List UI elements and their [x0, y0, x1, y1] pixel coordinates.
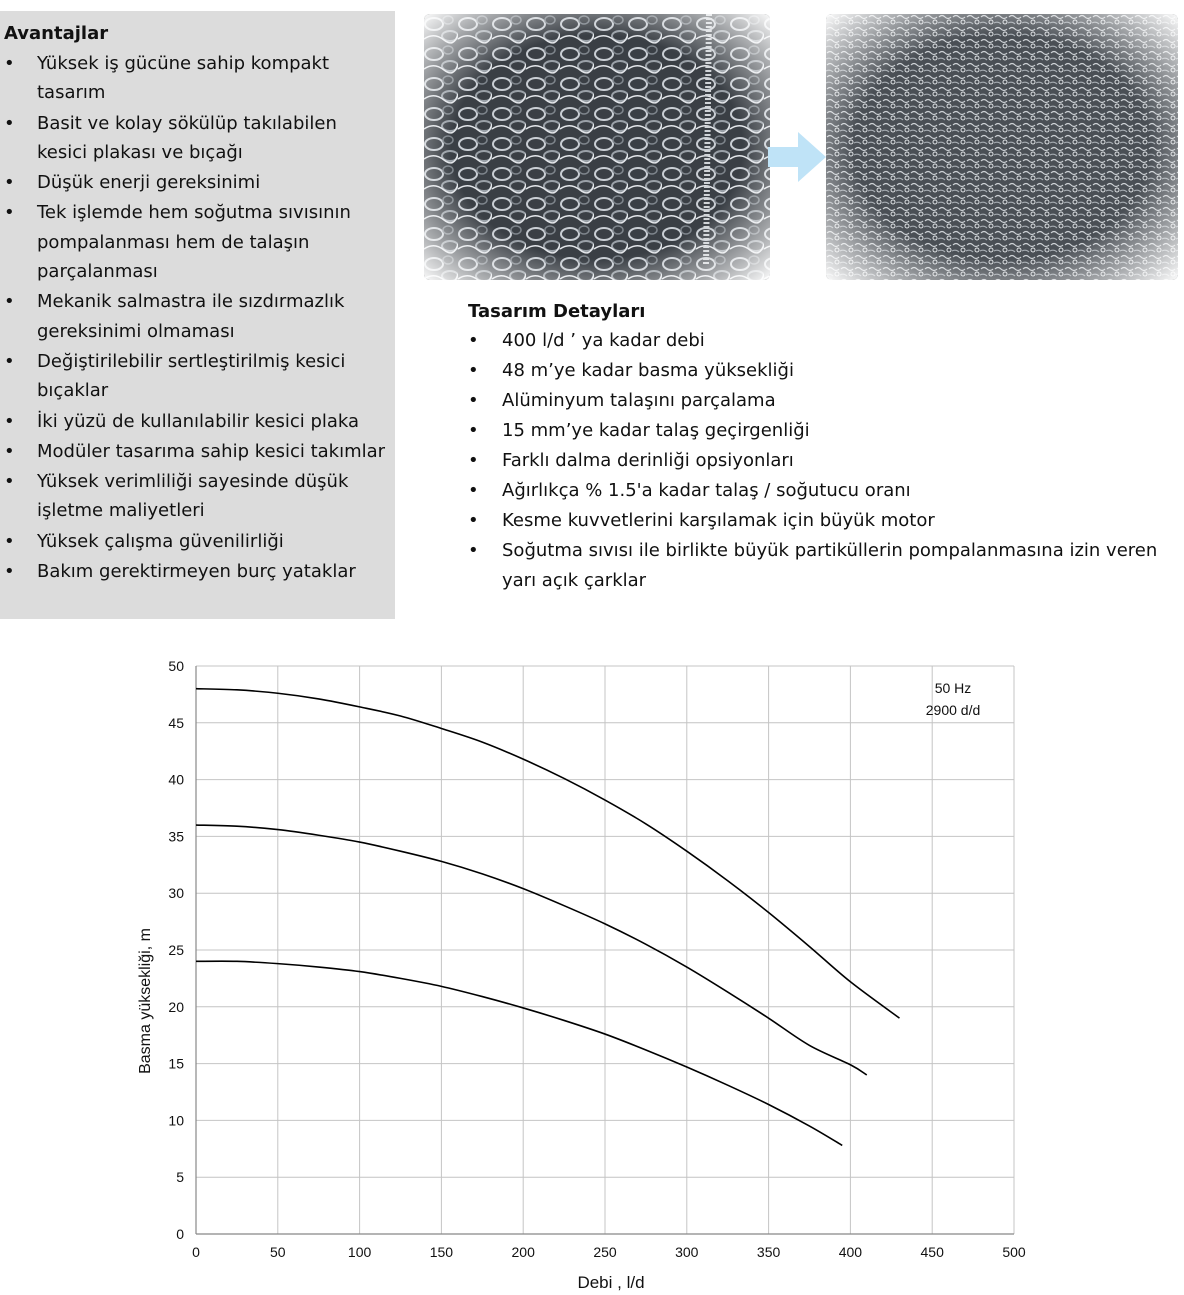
list-item: • Mekanik salmastra ile sızdırmazlık gereksinimi olmaması	[4, 287, 389, 346]
x-tick-label: 200	[511, 1244, 535, 1260]
list-item: • Tek işlemde hem soğutma sıvısının pompalanması hem de talaşın parçalanması	[4, 198, 389, 286]
list-item: • Kesme kuvvetlerini karşılamak için büyük motor	[468, 506, 1178, 536]
list-item: • Bakım gerektirmeyen burç yataklar	[4, 557, 389, 586]
design-details-title: Tasarım Detayları	[468, 301, 646, 322]
x-tick-label: 150	[429, 1244, 454, 1260]
y-tick-label: 35	[168, 828, 184, 845]
y-tick-label: 0	[176, 1226, 184, 1242]
y-tick-label: 20	[168, 998, 184, 1015]
x-tick-label: 450	[920, 1244, 944, 1260]
y-tick-label: 50	[168, 658, 184, 674]
series-line-curve-24m	[196, 961, 842, 1145]
list-item: • Modüler tasarıma sahip kesici takımlar	[4, 437, 389, 466]
x-axis-label: Debi , l/d	[577, 1273, 645, 1292]
x-tick-label: 300	[675, 1244, 699, 1260]
list-item: • Soğutma sıvısı ile birlikte büyük partiküllerin pompalanmasına izin veren yarı açık çarklar	[468, 536, 1178, 595]
list-item: • Farklı dalma derinliği opsiyonları	[468, 446, 1178, 476]
list-item: • Düşük enerji gereksinimi	[4, 168, 389, 197]
advantages-list	[4, 49, 389, 586]
list-item: • Yüksek çalışma güvenilirliği	[4, 527, 389, 556]
series-line-curve-48m	[196, 689, 899, 1018]
y-tick-label: 30	[168, 885, 184, 902]
list-item: • Basit ve kolay sökülüp takılabilen kesici plakası ve bıçağı	[4, 109, 389, 168]
y-tick-label: 40	[168, 771, 184, 788]
list-item: • Değiştirilebilir sertleştirilmiş kesici bıçaklar	[4, 347, 389, 406]
long-chips-photo	[424, 14, 770, 280]
list-item: • Ağırlıkça % 1.5'a kadar talaş / soğutucu oranı	[468, 476, 1178, 506]
pump-curve-chart	[120, 648, 1060, 1295]
x-tick-label: 0	[192, 1244, 200, 1260]
arrow-right-icon	[768, 130, 828, 185]
y-axis-label: Basma yüksekliği, m	[137, 928, 154, 1074]
shredded-chips-photo	[826, 14, 1178, 280]
x-tick-label: 100	[347, 1244, 372, 1260]
list-item: • Yüksek iş gücüne sahip kompakt tasarım	[4, 49, 389, 108]
list-item: • Alüminyum talaşını parçalama	[468, 386, 1178, 416]
list-item: • 48 m’ye kadar basma yüksekliği	[468, 356, 1178, 386]
y-tick-label: 45	[168, 714, 184, 731]
design-details	[468, 300, 1178, 596]
list-item: • 400 l/d ’ ya kadar debi	[468, 326, 1178, 356]
y-tick-label: 5	[176, 1169, 184, 1186]
advantages-title: Avantajlar	[4, 23, 109, 44]
x-tick-label: 500	[1002, 1244, 1026, 1260]
annotation-frequency: 50 Hz	[934, 680, 972, 696]
x-tick-label: 250	[593, 1244, 617, 1260]
x-tick-label: 350	[756, 1244, 781, 1260]
design-details-list	[468, 326, 1178, 595]
annotation-speed: 2900 d/d	[925, 702, 981, 718]
list-item: • Yüksek verimliliği sayesinde düşük işletme maliyetleri	[4, 467, 389, 526]
y-tick-label: 10	[168, 1112, 184, 1129]
list-item: • 15 mm’ye kadar talaş geçirgenliği	[468, 416, 1178, 446]
x-tick-label: 50	[270, 1244, 286, 1260]
y-tick-label: 25	[168, 942, 184, 958]
x-tick-label: 400	[838, 1244, 863, 1260]
y-tick-label: 15	[168, 1055, 184, 1072]
advantages-panel	[0, 11, 395, 619]
list-item: • İki yüzü de kullanılabilir kesici plaka	[4, 407, 389, 436]
